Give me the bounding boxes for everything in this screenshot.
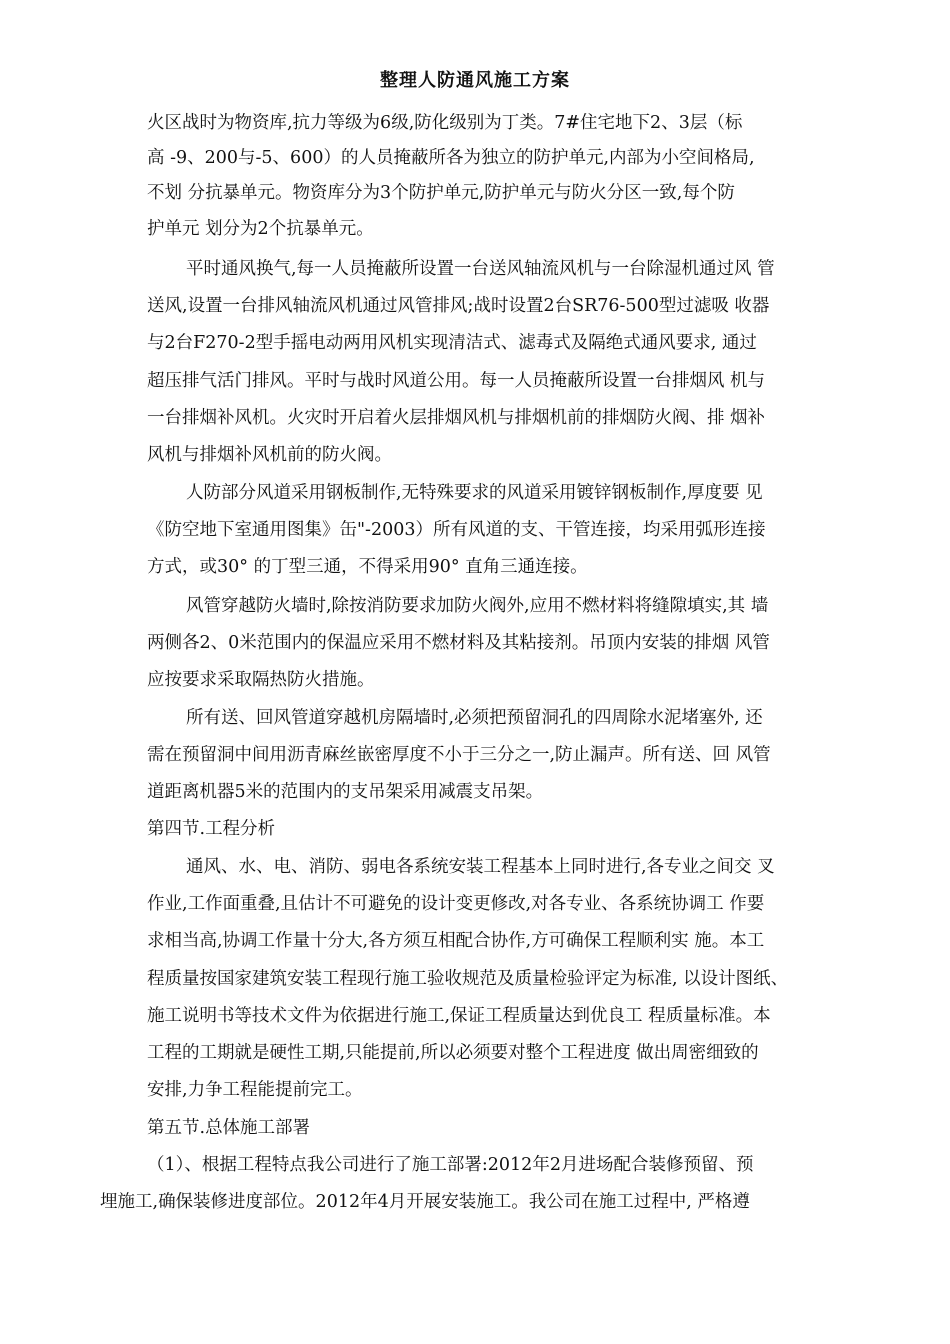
paragraph-line: 超压排气活门排风。平时与战时风道公用。每一人员掩蔽所设置一台排烟风 机与 xyxy=(147,371,766,391)
section-heading: 第四节.工程分析 xyxy=(147,819,276,839)
paragraph-line: 风机与排烟补风机前的防火阀。 xyxy=(147,445,392,465)
paragraph-line: 平时通风换气,每一人员掩蔽所设置一台送风轴流风机与一台除湿机通过风 管 xyxy=(186,259,775,279)
paragraph-line: 道距离机器5米的范围内的支吊架采用减震支吊架。 xyxy=(147,782,544,802)
paragraph-line: 不划 分抗暴单元。物资库分为3个防护单元,防护单元与防火分区一致,每个防 xyxy=(147,183,735,203)
paragraph-line: 送风,设置一台排风轴流风机通过风管排风;战时设置2台SR76-500型过滤吸 收器 xyxy=(147,296,770,316)
paragraph-line: 施工说明书等技术文件为依据进行施工,保证工程质量达到优良工 程质量标准。本 xyxy=(147,1006,771,1026)
paragraph-line: 埋施工,确保装修进度部位。2012年4月开展安装施工。我公司在施工过程中, 严格遵 xyxy=(100,1192,750,1212)
paragraph-line: 人防部分风道采用钢板制作,无特殊要求的风道采用镀锌钢板制作,厚度要 见 xyxy=(186,483,763,503)
paragraph-line: 与2台F270-2型手摇电动两用风机实现清洁式、滤毒式及隔绝式通风要求, 通过 xyxy=(147,333,757,353)
paragraph-line: 火区战时为物资库,抗力等级为6级,防化级别为丁类。7#住宅地下2、3层（标 xyxy=(147,113,743,133)
paragraph-line: 程质量按国家建筑安装工程现行施工验收规范及质量检验评定为标准, 以设计图纸、 xyxy=(147,969,789,989)
paragraph-line: 通风、水、电、消防、弱电各系统安装工程基本上同时进行,各专业之间交 叉 xyxy=(186,857,775,877)
paragraph-line: 工程的工期就是硬性工期,只能提前,所以必须要对整个工程进度 做出周密细致的 xyxy=(147,1043,759,1063)
section-heading: 第五节.总体施工部署 xyxy=(147,1118,311,1138)
paragraph-line: 高 -9、200与-5、600）的人员掩蔽所各为独立的防护单元,内部为小空间格局, xyxy=(147,148,755,168)
paragraph-line: 《防空地下室通用图集》缶"-2003）所有风道的支、干管连接，均采用弧形连接 xyxy=(147,520,766,540)
paragraph-line: 求相当高,协调工作量十分大,各方须互相配合协作,方可确保工程顺利实 施。本工 xyxy=(147,931,765,951)
paragraph-line: 护单元 划分为2个抗暴单元。 xyxy=(147,219,374,239)
paragraph-line: 需在预留洞中间用沥青麻丝嵌密厚度不小于三分之一,防止漏声。所有送、回 风管 xyxy=(147,745,771,765)
paragraph-line: 风管穿越防火墙时,除按消防要求加防火阀外,应用不燃材料将缝隙填实,其 墙 xyxy=(186,596,769,616)
paragraph-line: 所有送、回风管道穿越机房隔墙时,必须把预留洞孔的四周除水泥堵塞外, 还 xyxy=(186,708,763,728)
paragraph-line: （1）、根据工程特点我公司进行了施工部署:2012年2月进场配合装修预留、预 xyxy=(147,1155,754,1175)
paragraph-line: 安排,力争工程能提前完工。 xyxy=(147,1080,363,1100)
paragraph-line: 应按要求采取隔热防火措施。 xyxy=(147,670,375,690)
paragraph-line: 一台排烟补风机。火灾时开启着火层排烟风机与排烟机前的排烟防火阀、排 烟补 xyxy=(147,408,766,428)
paragraph-line: 两侧各2、0米范围内的保温应采用不燃材料及其粘接剂。吊顶内安装的排烟 风管 xyxy=(147,633,770,653)
document-title: 整理人防通风施工方案 xyxy=(380,70,570,91)
paragraph-line: 方式，或30° 的丁型三通，不得采用90° 直角三通连接。 xyxy=(147,557,588,577)
paragraph-line: 作业,工作面重叠,且估计不可避免的设计变更修改,对各专业、各系统协调工 作要 xyxy=(147,894,765,914)
